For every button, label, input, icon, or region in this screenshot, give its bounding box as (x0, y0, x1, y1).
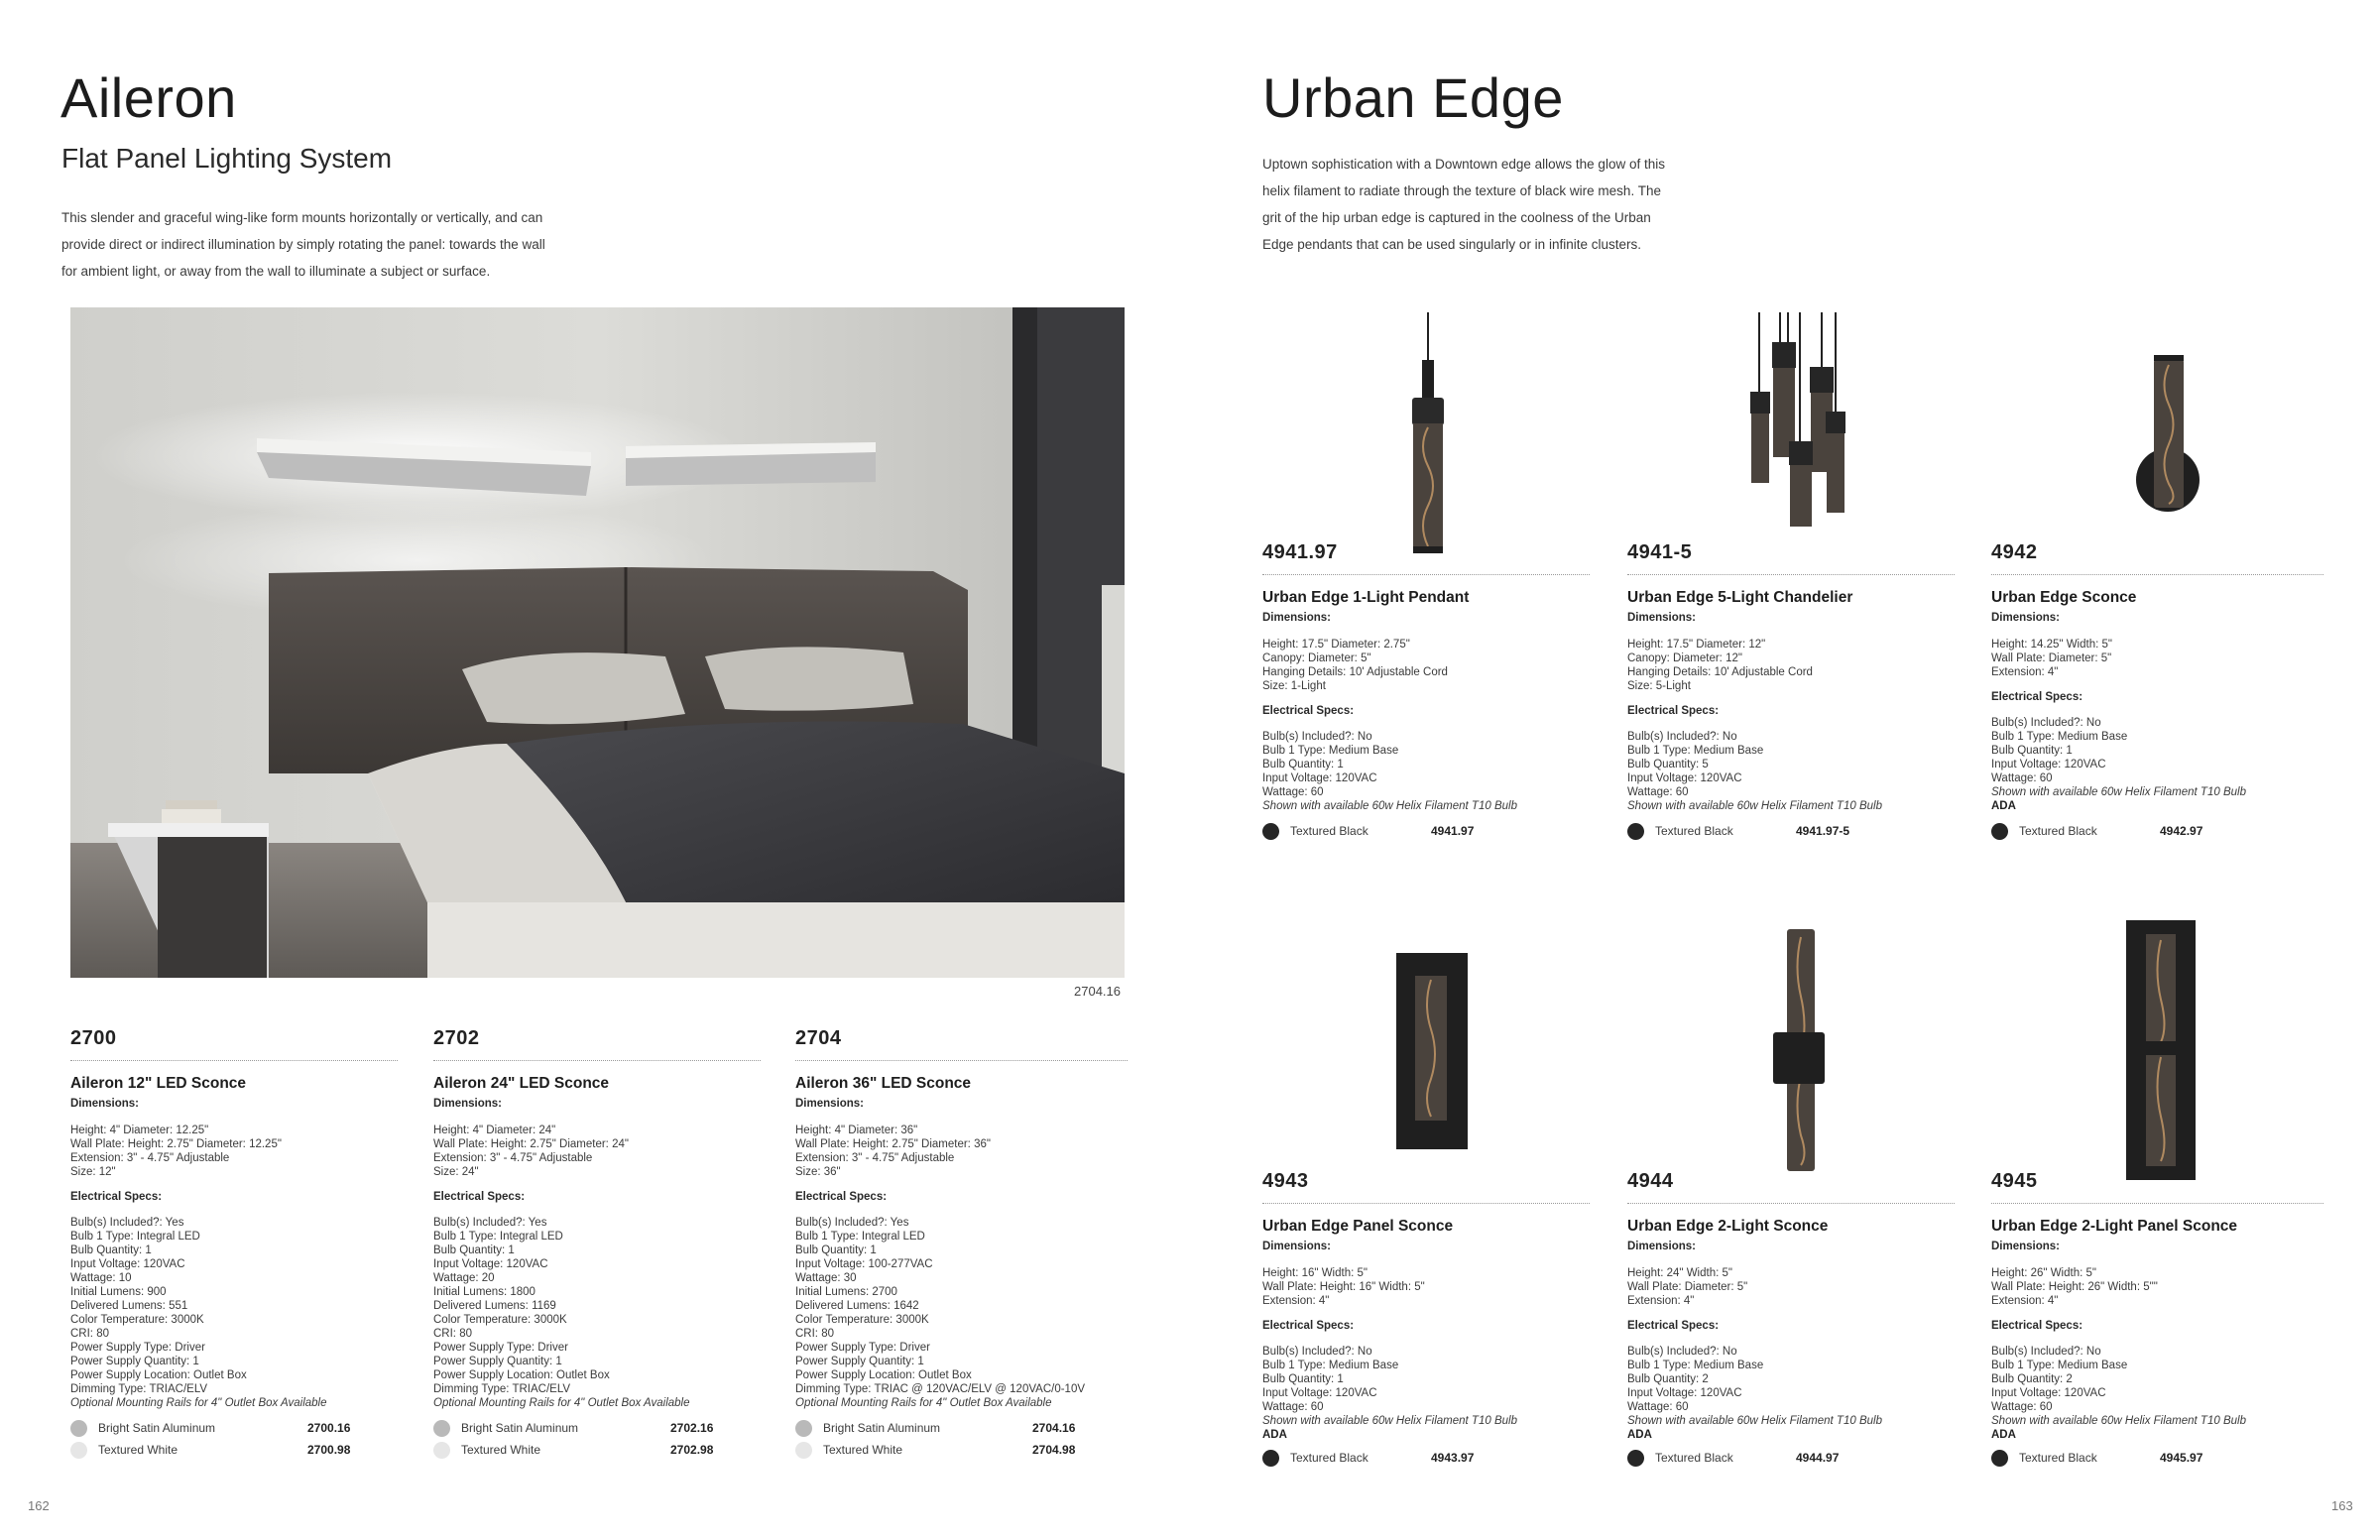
spec-line: Bulb 1 Type: Medium Base (1627, 745, 1764, 757)
electrical-header: Electrical Specs: (1262, 705, 1355, 717)
finish-row (433, 1418, 761, 1438)
dimensions-list (1262, 1266, 1590, 1308)
spec-note: Optional Mounting Rails for 4" Outlet Box Available (795, 1397, 1052, 1409)
spec-line: Wattage: 60 (1627, 1401, 1689, 1413)
dimensions-header: Dimensions: (433, 1098, 503, 1110)
finish-name: Textured Black (2019, 824, 2097, 838)
spec-line: Wattage: 30 (795, 1272, 857, 1284)
spec-line: Bulb 1 Type: Medium Base (1627, 1360, 1764, 1371)
finish-name: Textured White (823, 1443, 903, 1457)
spec-note: Shown with available 60w Helix Filament T10 Bulb (1262, 1415, 1517, 1427)
finish-swatch-icon (70, 1420, 87, 1437)
finish-swatch-icon (1627, 823, 1644, 840)
two-light-sconce-image (1770, 927, 1830, 1175)
finish-sku: 4943.97 (1431, 1451, 1475, 1465)
spec-line: Power Supply Type: Driver (795, 1342, 930, 1354)
spec-line: Hanging Details: 10' Adjustable Cord (1627, 666, 1813, 678)
finish-name: Bright Satin Aluminum (98, 1421, 216, 1435)
finish-swatch-icon (1991, 823, 2008, 840)
urban-edge-intro (1262, 151, 1778, 258)
finish-row (433, 1440, 761, 1460)
photo-caption: 2704.16 (1074, 984, 1121, 999)
spec-line: Power Supply Quantity: 1 (433, 1356, 562, 1367)
product-name: Urban Edge 2-Light Panel Sconce (1991, 1218, 2238, 1235)
spec-line: Wall Plate: Height: 2.75" Diameter: 12.25" (70, 1138, 282, 1150)
spec-line: Height: 14.25" Width: 5" (1991, 639, 2112, 651)
spec-line: Delivered Lumens: 1169 (433, 1300, 556, 1312)
spec-line: CRI: 80 (70, 1328, 109, 1340)
spec-line: Size: 36" (795, 1166, 841, 1178)
finish-swatch-icon (1262, 1450, 1279, 1467)
finish-name: Bright Satin Aluminum (461, 1421, 579, 1435)
finish-swatch-icon (795, 1442, 812, 1459)
spec-line: Canopy: Diameter: 5" (1262, 652, 1371, 664)
spec-note: Shown with available 60w Helix Filament T10 Bulb (1262, 800, 1517, 812)
intro-line: This slender and graceful wing-like form mounts horizontally or vertically, and can (61, 210, 543, 225)
chandelier-5-light-image (1747, 312, 1856, 531)
product-code: 2704 (795, 1027, 842, 1049)
spec-line: Height: 26" Width: 5" (1991, 1267, 2096, 1279)
product-name: Urban Edge 2-Light Sconce (1627, 1218, 1829, 1235)
aileron-intro (61, 204, 696, 285)
electrical-list (433, 1216, 761, 1410)
divider (795, 1060, 1128, 1061)
product-4941-5 (1627, 541, 1955, 841)
product-name: Aileron 12" LED Sconce (70, 1075, 247, 1092)
finish-name: Bright Satin Aluminum (823, 1421, 941, 1435)
finish-sku: 2700.16 (307, 1421, 351, 1435)
spec-line: Initial Lumens: 1800 (433, 1286, 536, 1298)
electrical-list (1991, 716, 2323, 813)
spec-line: Bulb Quantity: 1 (1991, 745, 2073, 757)
spec-line: Extension: 3" - 4.75" Adjustable (70, 1152, 230, 1164)
finish-row (1262, 1448, 1590, 1468)
finish-row (1627, 1448, 1955, 1468)
product-4944 (1627, 1170, 1955, 1468)
sconce-image (2132, 355, 2202, 524)
spec-line: Color Temperature: 3000K (433, 1314, 567, 1326)
finish-row (795, 1440, 1128, 1460)
spec-line: Bulb Quantity: 2 (1627, 1373, 1709, 1385)
spec-line: Wattage: 20 (433, 1272, 495, 1284)
product-4945 (1991, 1170, 2323, 1468)
finish-row (1991, 1448, 2323, 1468)
product-code: 4943 (1262, 1170, 1309, 1192)
finish-row (1627, 821, 1955, 841)
spec-line: Extension: 4" (1991, 1295, 2059, 1307)
electrical-list (1627, 1345, 1955, 1442)
dimensions-list (1627, 638, 1955, 693)
spec-line: CRI: 80 (433, 1328, 472, 1340)
spec-note: Shown with available 60w Helix Filament T10 Bulb (1627, 800, 1882, 812)
intro-line: Edge pendants that can be used singularly or in infinite clusters. (1262, 237, 1641, 252)
divider (433, 1060, 761, 1061)
ada-label: ADA (1262, 1429, 1287, 1441)
product-name: Urban Edge 1-Light Pendant (1262, 589, 1470, 606)
dimensions-header: Dimensions: (1991, 612, 2061, 624)
spec-line: Power Supply Quantity: 1 (70, 1356, 199, 1367)
finish-swatch-icon (1262, 823, 1279, 840)
spec-note: Optional Mounting Rails for 4" Outlet Box Available (70, 1397, 327, 1409)
spec-line: Wattage: 60 (1262, 1401, 1324, 1413)
spec-line: Delivered Lumens: 551 (70, 1300, 188, 1312)
spec-line: Initial Lumens: 2700 (795, 1286, 897, 1298)
electrical-header: Electrical Specs: (795, 1191, 888, 1203)
intro-line: for ambient light, or away from the wall to illuminate a subject or surface. (61, 264, 491, 279)
spec-line: Bulb(s) Included?: No (1262, 1346, 1372, 1358)
dimensions-list (795, 1124, 1128, 1179)
dimensions-header: Dimensions: (795, 1098, 865, 1110)
finish-sku: 2704.98 (1032, 1443, 1076, 1457)
electrical-header: Electrical Specs: (1627, 1320, 1720, 1332)
dimensions-list (1991, 638, 2323, 679)
spec-line: Extension: 3" - 4.75" Adjustable (433, 1152, 593, 1164)
spec-note: Shown with available 60w Helix Filament T10 Bulb (1991, 786, 2246, 798)
spec-line: Canopy: Diameter: 12" (1627, 652, 1742, 664)
intro-line: Uptown sophistication with a Downtown edge allows the glow of this (1262, 157, 1665, 172)
product-2702 (433, 1027, 761, 1460)
finish-swatch-icon (70, 1442, 87, 1459)
spec-line: Power Supply Location: Outlet Box (433, 1369, 610, 1381)
product-code: 2702 (433, 1027, 480, 1049)
finish-sku: 2702.16 (670, 1421, 714, 1435)
finish-row (70, 1440, 398, 1460)
product-code: 4941.97 (1262, 541, 1338, 563)
spec-line: Bulb 1 Type: Integral LED (433, 1231, 563, 1243)
divider (1991, 1203, 2323, 1204)
electrical-list (1991, 1345, 2323, 1442)
electrical-list (1627, 730, 1955, 813)
product-4941-97 (1262, 541, 1590, 841)
finish-swatch-icon (1627, 1450, 1644, 1467)
dimensions-list (1627, 1266, 1955, 1308)
spec-line: Bulb Quantity: 1 (1262, 759, 1344, 770)
spec-line: Initial Lumens: 900 (70, 1286, 167, 1298)
bedroom-photo (70, 307, 1125, 978)
product-2700 (70, 1027, 398, 1460)
finish-swatch-icon (1991, 1450, 2008, 1467)
finish-name: Textured Black (1290, 824, 1368, 838)
spec-line: Bulb(s) Included?: No (1627, 731, 1737, 743)
finish-sku: 2702.98 (670, 1443, 714, 1457)
dimensions-list (1991, 1266, 2323, 1308)
spec-line: Power Supply Type: Driver (70, 1342, 205, 1354)
spec-line: Wattage: 10 (70, 1272, 132, 1284)
spec-line: Height: 16" Width: 5" (1262, 1267, 1368, 1279)
spec-line: Wall Plate: Height: 26" Width: 5"" (1991, 1281, 2158, 1293)
finish-name: Textured Black (1655, 1451, 1733, 1465)
ada-label: ADA (1991, 800, 2016, 812)
spec-line: Wall Plate: Height: 16" Width: 5" (1262, 1281, 1425, 1293)
spec-line: Height: 24" Width: 5" (1627, 1267, 1732, 1279)
spec-line: Dimming Type: TRIAC/ELV (433, 1383, 571, 1395)
spec-line: Wall Plate: Diameter: 5" (1627, 1281, 1748, 1293)
spec-line: Input Voltage: 120VAC (1991, 1387, 2106, 1399)
finish-sku: 4944.97 (1796, 1451, 1840, 1465)
spec-line: Color Temperature: 3000K (795, 1314, 929, 1326)
spec-note: Shown with available 60w Helix Filament T10 Bulb (1627, 1415, 1882, 1427)
divider (1262, 574, 1590, 575)
product-code: 4941-5 (1627, 541, 1693, 563)
two-light-panel-sconce-image (2122, 918, 2202, 1181)
spec-line: Color Temperature: 3000K (70, 1314, 204, 1326)
spec-line: Size: 1-Light (1262, 680, 1326, 692)
intro-line: grit of the hip urban edge is captured in the coolness of the Urban (1262, 210, 1651, 225)
finish-sku: 2704.16 (1032, 1421, 1076, 1435)
spec-line: Bulb(s) Included?: No (1991, 1346, 2101, 1358)
spec-line: Wall Plate: Height: 2.75" Diameter: 36" (795, 1138, 991, 1150)
pendant-1-light-image (1398, 312, 1458, 555)
spec-line: Input Voltage: 120VAC (1262, 772, 1377, 784)
spec-line: Wattage: 60 (1991, 772, 2053, 784)
spec-line: Bulb 1 Type: Medium Base (1991, 731, 2128, 743)
spec-line: Wattage: 60 (1262, 786, 1324, 798)
finish-row (70, 1418, 398, 1438)
spec-line: Height: 4" Diameter: 24" (433, 1125, 556, 1136)
spec-line: Input Voltage: 100-277VAC (795, 1258, 933, 1270)
product-name: Urban Edge Sconce (1991, 589, 2137, 606)
product-name: Aileron 24" LED Sconce (433, 1075, 610, 1092)
spec-line: Height: 4" Diameter: 12.25" (70, 1125, 209, 1136)
electrical-header: Electrical Specs: (70, 1191, 163, 1203)
electrical-list (795, 1216, 1128, 1410)
dimensions-list (1262, 638, 1590, 693)
finish-name: Textured White (461, 1443, 541, 1457)
dimensions-header: Dimensions: (1627, 612, 1697, 624)
electrical-header: Electrical Specs: (433, 1191, 526, 1203)
spec-line: Input Voltage: 120VAC (1262, 1387, 1377, 1399)
finish-name: Textured Black (2019, 1451, 2097, 1465)
spec-line: Bulb Quantity: 2 (1991, 1373, 2073, 1385)
electrical-list (1262, 1345, 1590, 1442)
finish-row (1991, 821, 2323, 841)
spec-line: Dimming Type: TRIAC/ELV (70, 1383, 208, 1395)
spec-line: Bulb 1 Type: Medium Base (1991, 1360, 2128, 1371)
spec-note: Optional Mounting Rails for 4" Outlet Box Available (433, 1397, 690, 1409)
panel-sconce-image (1393, 950, 1473, 1153)
spec-line: Wattage: 60 (1627, 786, 1689, 798)
product-name: Urban Edge Panel Sconce (1262, 1218, 1454, 1235)
spec-line: Height: 17.5" Diameter: 2.75" (1262, 639, 1410, 651)
ada-label: ADA (1627, 1429, 1652, 1441)
spec-line: Bulb(s) Included?: No (1262, 731, 1372, 743)
finish-sku: 4941.97 (1431, 824, 1475, 838)
divider (1627, 1203, 1955, 1204)
product-4942 (1991, 541, 2323, 841)
spec-line: Bulb 1 Type: Medium Base (1262, 1360, 1399, 1371)
spec-line: Extension: 4" (1991, 666, 2059, 678)
spec-line: Input Voltage: 120VAC (1991, 759, 2106, 770)
spec-line: Bulb 1 Type: Integral LED (70, 1231, 200, 1243)
electrical-header: Electrical Specs: (1262, 1320, 1355, 1332)
product-2704 (795, 1027, 1128, 1460)
dimensions-header: Dimensions: (1991, 1241, 2061, 1252)
spec-line: Input Voltage: 120VAC (70, 1258, 185, 1270)
intro-line: helix filament to radiate through the texture of black wire mesh. The (1262, 183, 1661, 198)
dimensions-header: Dimensions: (1627, 1241, 1697, 1252)
electrical-list (70, 1216, 398, 1410)
spec-line: Size: 24" (433, 1166, 479, 1178)
finish-sku: 4941.97-5 (1796, 824, 1850, 838)
spec-line: Extension: 3" - 4.75" Adjustable (795, 1152, 955, 1164)
spec-line: Height: 4" Diameter: 36" (795, 1125, 918, 1136)
spec-line: Wall Plate: Diameter: 5" (1991, 652, 2112, 664)
spec-line: Height: 17.5" Diameter: 12" (1627, 639, 1766, 651)
finish-row (795, 1418, 1128, 1438)
page-number-right: 163 (2331, 1498, 2353, 1513)
spec-line: Power Supply Location: Outlet Box (795, 1369, 972, 1381)
spec-line: Extension: 4" (1262, 1295, 1330, 1307)
spec-line: Wattage: 60 (1991, 1401, 2053, 1413)
spec-line: Bulb(s) Included?: No (1991, 717, 2101, 729)
dimensions-list (70, 1124, 398, 1179)
electrical-header: Electrical Specs: (1627, 705, 1720, 717)
product-code: 4942 (1991, 541, 2038, 563)
spec-line: CRI: 80 (795, 1328, 834, 1340)
spec-note: Shown with available 60w Helix Filament T10 Bulb (1991, 1415, 2246, 1427)
spec-line: Input Voltage: 120VAC (1627, 772, 1742, 784)
spec-line: Bulb(s) Included?: Yes (433, 1217, 547, 1229)
finish-row (1262, 821, 1590, 841)
divider (70, 1060, 398, 1061)
spec-line: Power Supply Location: Outlet Box (70, 1369, 247, 1381)
product-code: 4945 (1991, 1170, 2038, 1192)
spec-line: Input Voltage: 120VAC (1627, 1387, 1742, 1399)
dimensions-header: Dimensions: (1262, 1241, 1332, 1252)
finish-swatch-icon (433, 1420, 450, 1437)
spec-line: Power Supply Quantity: 1 (795, 1356, 924, 1367)
spec-line: Dimming Type: TRIAC @ 120VAC/ELV @ 120VAC/0-10V (795, 1383, 1086, 1395)
spec-line: Size: 12" (70, 1166, 116, 1178)
dimensions-header: Dimensions: (1262, 612, 1332, 624)
product-code: 2700 (70, 1027, 117, 1049)
urban-edge-title: Urban Edge (1262, 66, 1564, 129)
intro-line: provide direct or indirect illumination by simply rotating the panel: towards the wall (61, 237, 545, 252)
spec-line: Wall Plate: Height: 2.75" Diameter: 24" (433, 1138, 629, 1150)
electrical-list (1262, 730, 1590, 813)
spec-line: Bulb Quantity: 1 (70, 1244, 152, 1256)
spec-line: Input Voltage: 120VAC (433, 1258, 548, 1270)
product-name: Aileron 36" LED Sconce (795, 1075, 972, 1092)
divider (1262, 1203, 1590, 1204)
spec-line: Size: 5-Light (1627, 680, 1691, 692)
spec-line: Bulb Quantity: 5 (1627, 759, 1709, 770)
finish-swatch-icon (433, 1442, 450, 1459)
finish-sku: 4945.97 (2160, 1451, 2203, 1465)
product-name: Urban Edge 5-Light Chandelier (1627, 589, 1853, 606)
finish-swatch-icon (795, 1420, 812, 1437)
aileron-subtitle: Flat Panel Lighting System (61, 143, 393, 174)
aileron-title: Aileron (60, 66, 237, 129)
spec-line: Delivered Lumens: 1642 (795, 1300, 919, 1312)
finish-sku: 2700.98 (307, 1443, 351, 1457)
divider (1991, 574, 2323, 575)
spec-line: Bulb 1 Type: Medium Base (1262, 745, 1399, 757)
dimensions-list (433, 1124, 761, 1179)
spec-line: Bulb(s) Included?: Yes (795, 1217, 909, 1229)
spec-line: Power Supply Type: Driver (433, 1342, 568, 1354)
finish-name: Textured Black (1655, 824, 1733, 838)
page-number-left: 162 (28, 1498, 50, 1513)
spec-line: Extension: 4" (1627, 1295, 1695, 1307)
divider (1627, 574, 1955, 575)
ada-label: ADA (1991, 1429, 2016, 1441)
finish-name: Textured White (98, 1443, 178, 1457)
dimensions-header: Dimensions: (70, 1098, 140, 1110)
spec-line: Bulb 1 Type: Integral LED (795, 1231, 925, 1243)
product-4943 (1262, 1170, 1590, 1468)
spec-line: Bulb Quantity: 1 (1262, 1373, 1344, 1385)
electrical-header: Electrical Specs: (1991, 691, 2083, 703)
spec-line: Bulb(s) Included?: No (1627, 1346, 1737, 1358)
finish-sku: 4942.97 (2160, 824, 2203, 838)
spec-line: Bulb(s) Included?: Yes (70, 1217, 184, 1229)
spec-line: Bulb Quantity: 1 (795, 1244, 877, 1256)
product-code: 4944 (1627, 1170, 1674, 1192)
electrical-header: Electrical Specs: (1991, 1320, 2083, 1332)
spec-line: Hanging Details: 10' Adjustable Cord (1262, 666, 1448, 678)
spec-line: Bulb Quantity: 1 (433, 1244, 515, 1256)
finish-name: Textured Black (1290, 1451, 1368, 1465)
